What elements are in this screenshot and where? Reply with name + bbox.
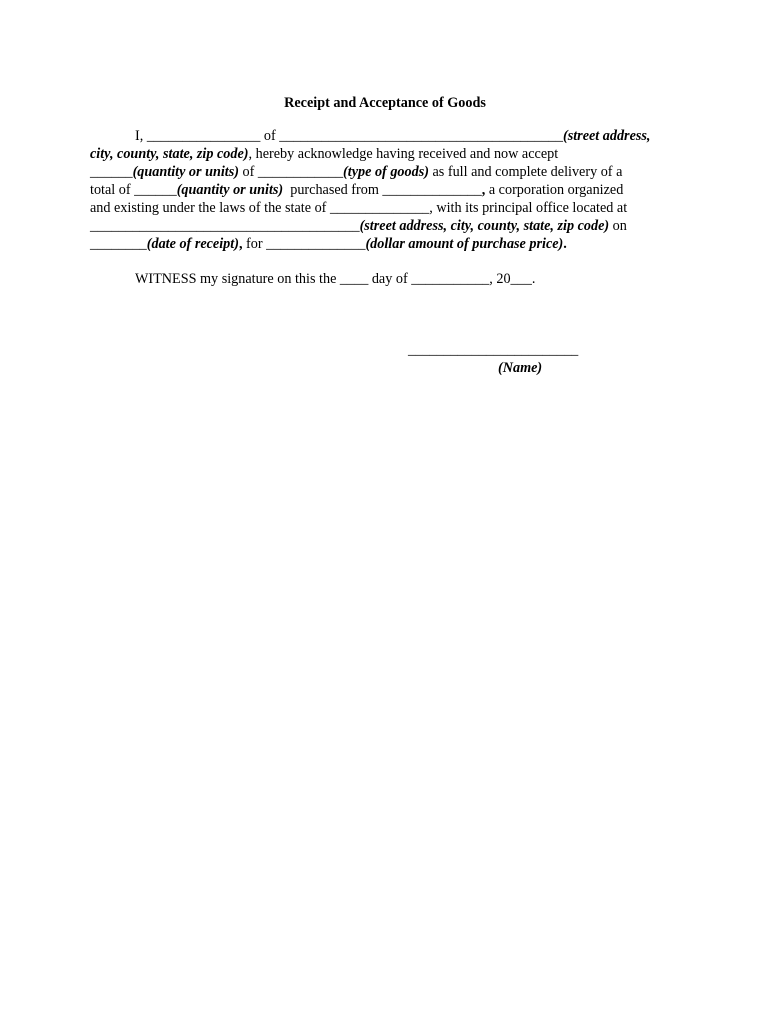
- text-run: city, county, state, zip code): [90, 146, 249, 162]
- witness-statement: WITNESS my signature on this the ____ day of ___________, 20___.: [135, 271, 536, 287]
- text-run: , hereby acknowledge having received and now accept: [248, 146, 559, 162]
- text-run: ,: [238, 236, 243, 252]
- paragraph-line: [90, 145, 690, 163]
- signature-name-label: (Name): [498, 360, 543, 376]
- text-run: of ____________: [239, 164, 344, 180]
- paragraph-line: [90, 163, 690, 181]
- paragraph-line: [90, 127, 690, 145]
- text-run: ______: [90, 164, 133, 180]
- text-run: I, ________________ of ________________________________________: [135, 128, 563, 144]
- signature-line: ________________________: [408, 342, 579, 358]
- text-run: (quantity or units): [132, 164, 239, 180]
- text-run: (date of receipt): [146, 236, 239, 252]
- document-title: Receipt and Acceptance of Goods: [284, 95, 486, 111]
- text-run: on: [609, 218, 627, 234]
- text-run: ,: [481, 182, 486, 198]
- text-run: as full and complete delivery of a: [428, 164, 623, 180]
- text-run: purchased from ______________: [283, 182, 482, 198]
- text-run: (street address,: [562, 128, 651, 144]
- text-run: ______________________________________: [90, 218, 360, 234]
- text-run: (type of goods): [343, 164, 429, 180]
- receipt-paragraph: [90, 127, 690, 253]
- paragraph-line: [90, 217, 690, 235]
- text-run: a corporation organized: [485, 182, 624, 198]
- paragraph-line: [90, 181, 690, 199]
- text-run: (street address, city, county, state, zip code): [359, 218, 610, 234]
- text-run: .: [563, 236, 567, 252]
- text-run: and existing under the laws of the state of ______________, with its principal office located at: [90, 200, 628, 216]
- paragraph-line: [90, 199, 690, 217]
- text-run: (dollar amount of purchase price): [365, 236, 564, 252]
- text-run: (quantity or units): [176, 182, 284, 198]
- text-run: ________: [90, 236, 147, 252]
- paragraph-line: [90, 235, 690, 253]
- text-run: total of ______: [90, 182, 177, 198]
- text-run: for ______________: [242, 236, 366, 252]
